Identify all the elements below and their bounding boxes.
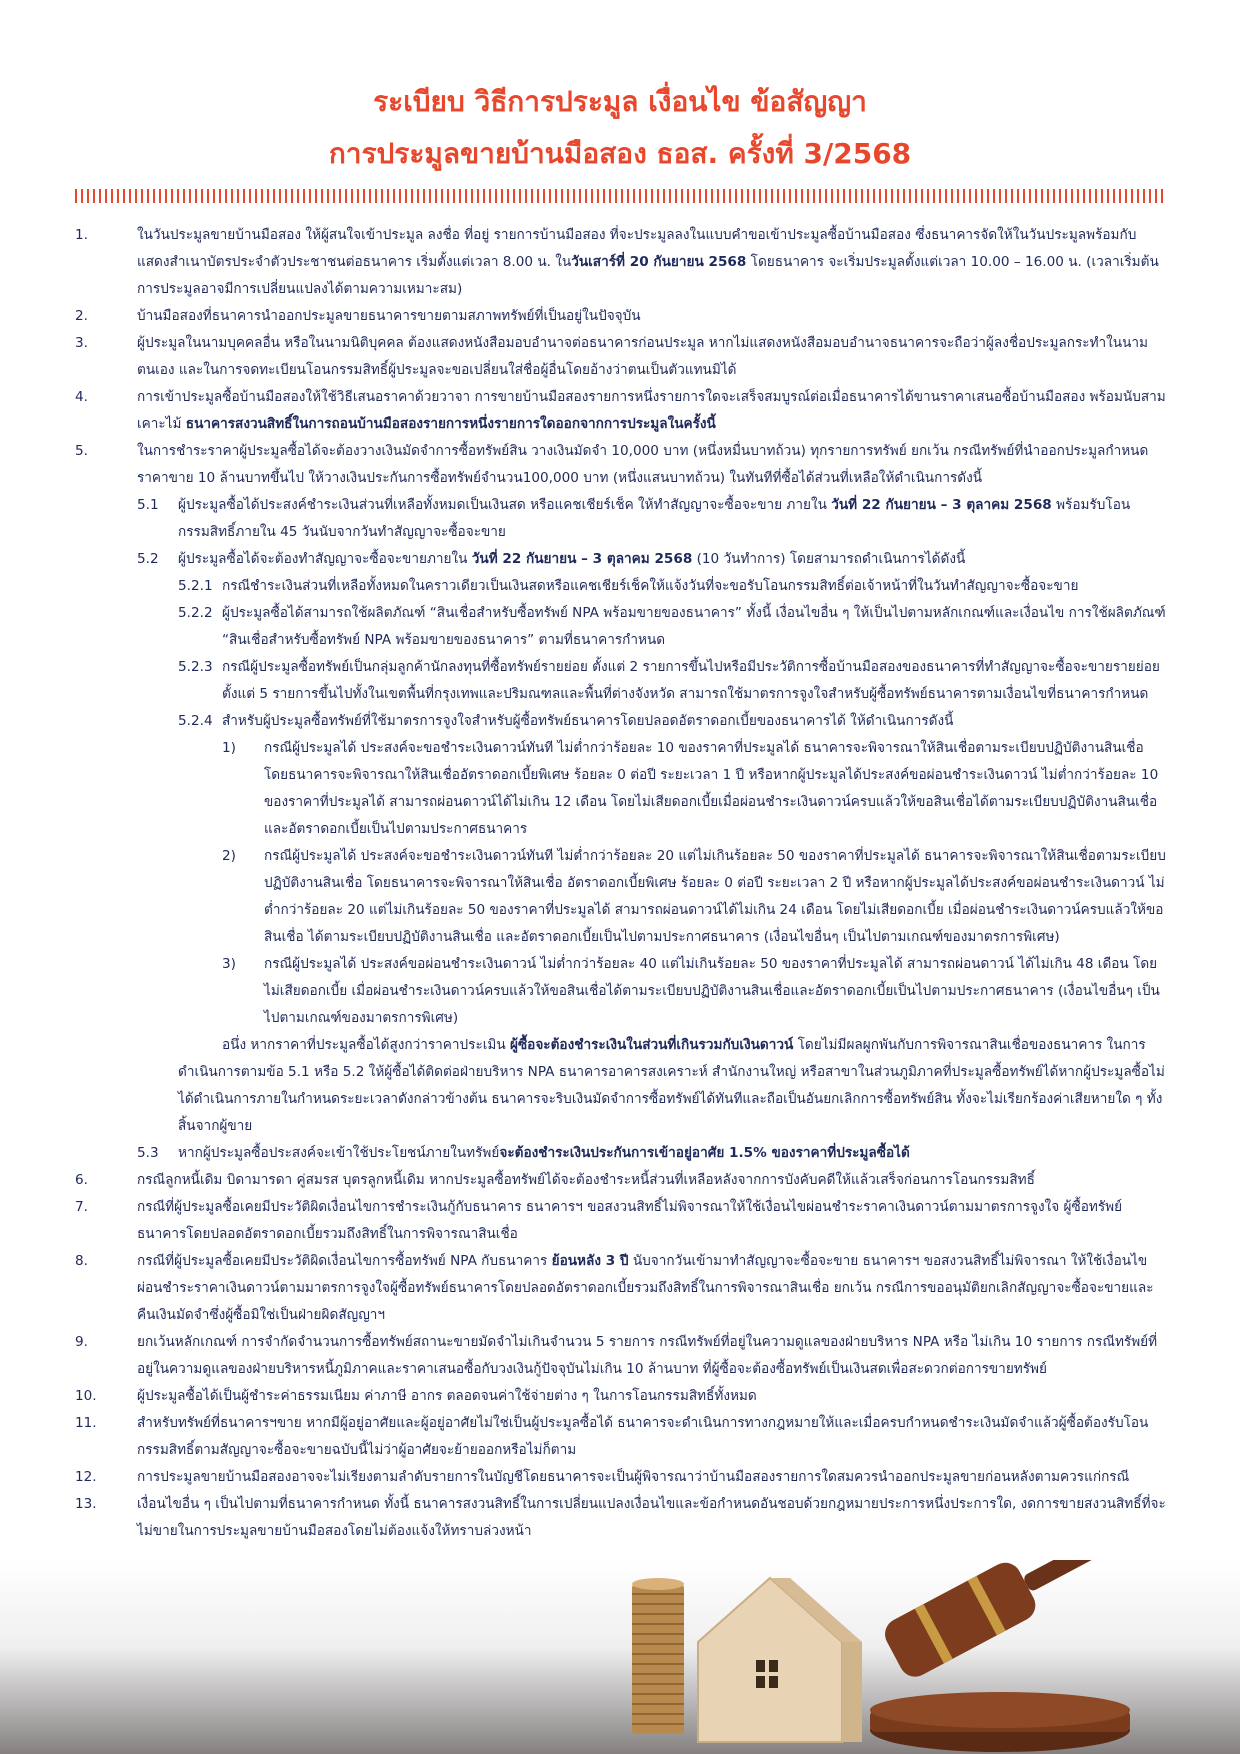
rule-text: นับจากวันเข้ามาทำสัญญาจะซื้อจะขาย ธนาคารฯ ขอสงวนสิทธิ์ไม่พิจารณา ให้ใช้เงื่อนไขผ่อนชำระราคาเงินดาวน์ตามมาตรการจูงใจผู้ซื้อทรัพย์ธนาคารโดยปลอดอัตราดอกเบี้ยรวมถึงสิทธิ์ในการพิจารณาสินเชื่อ ยกเว้น กรณีการขออนุมัติยกเลิกสัญญาจะซื้อจะขายและคืนเงินมัดจำซึ่งผู้ซื้อมิใช่เป็นฝ่ายผิดสัญญาฯ bbox=[137, 1253, 1154, 1323]
rule-emphasis: วันที่ 22 กันยายน – 3 ตุลาคม 2568 bbox=[471, 551, 693, 567]
rule-item-11 bbox=[0, 1410, 1240, 1464]
rule-emphasis: ธนาคารสงวนสิทธิ์ในการถอนบ้านมือสองรายการหนึ่งรายการใดออกจากการประมูลในครั้งนี้ bbox=[185, 416, 716, 432]
gavel-icon bbox=[870, 1560, 1209, 1752]
rule-item-8 bbox=[0, 1248, 1240, 1329]
rule-item-5-2-3 bbox=[0, 654, 1240, 708]
rule-text: ในการชำระราคาผู้ประมูลซื้อได้จะต้องวางเงินมัดจำการซื้อทรัพย์สิน วางเงินมัดจำ 10,000 บาท (หนึ่งหมื่นบาทถ้วน) ทุกรายการทรัพย์ ยกเว้น กรณีทรัพย์ที่นำออกประมูลกำหนดราคาขาย 10 ล้านบาทขึ้นไป ให้วางเงินประกันการซื้อทรัพย์จำนวน100,000 บาท (หนึ่งแสนบาทถ้วน) ในทันทีที่ซื้อได้ส่วนที่เหลือให้ดำเนินการดังนี้ bbox=[137, 443, 1149, 486]
rule-item-6 bbox=[0, 1167, 1240, 1194]
rule-emphasis: ผู้ซื้อจะต้องชำระเงินในส่วนที่เกินรวมกับเงินดาวน์ bbox=[509, 1037, 794, 1053]
rule-text: ยกเว้นหลักเกณฑ์ การจำกัดจำนวนการซื้อทรัพย์สถานะขายมัดจำไม่เกินจำนวน 5 รายการ กรณีทรัพย์ที่อยู่ในความดูแลของฝ่ายบริหาร NPA หรือ ไม่เกิน 10 รายการ กรณีทรัพย์ที่อยู่ในความดูแลของฝ่ายบริหารหนี้ภูมิภาคและราคาเสนอซื้อกับวงเงินกู้ปัจจุบันไม่เกิน 10 ล้านบาท ที่ผู้ซื้อจะต้องซื้อทรัพย์เป็นเงินสดเพื่อสะดวกต่อการขายทรัพย์ bbox=[137, 1334, 1158, 1377]
rule-item-13 bbox=[0, 1491, 1240, 1545]
rule-text: สำหรับทรัพย์ที่ธนาคารฯขาย หากมีผู้อยู่อาศัยและผู้อยู่อาศัยไม่ใช่เป็นผู้ประมูลซื้อได้ ธนาคารจะดำเนินการทางกฎหมายให้และเมื่อครบกำหนดชำระเงินมัดจำแล้วผู้ซื้อต้องรับโอนกรรมสิทธิ์ตามสัญญาจะซื้อจะขายฉบับนี้ไม่ว่าผู้อาศัยจะย้ายออกหรือไม่ก็ตาม bbox=[137, 1415, 1149, 1458]
rule-item-7 bbox=[0, 1194, 1240, 1248]
auction-illustration-graphic bbox=[0, 1560, 1240, 1754]
rule-text: สำหรับผู้ประมูลซื้อทรัพย์ที่ใช้มาตรการจูงใจสำหรับผู้ซื้อทรัพย์ธนาคารโดยปลอดอัตราดอกเบี้ยของธนาคารได้ ให้ดำเนินการดังนี้ bbox=[222, 713, 954, 729]
rule-number: 5.2.2 bbox=[178, 605, 213, 621]
rule-text: ผู้ประมูลซื้อได้ประสงค์ชำระเงินส่วนที่เหลือทั้งหมดเป็นเงินสด หรือแคชเชียร์เช็ค ให้ทำสัญญาจะซื้อจะขาย ภายใน bbox=[178, 497, 832, 513]
rule-text: หากผู้ประมูลซื้อประสงค์จะเข้าใช้ประโยชน์ภายในทรัพย์ bbox=[178, 1145, 500, 1161]
rule-text: กรณีชำระเงินส่วนที่เหลือทั้งหมดในคราวเดียวเป็นเงินสดหรือแคชเชียร์เช็คให้แจ้งวันที่จะขอรับโอนกรรมสิทธิ์ต่อเจ้าหน้าที่ในวันทำสัญญาจะซื้อจะขาย bbox=[222, 578, 1079, 594]
rule-text: กรณีผู้ประมูลซื้อทรัพย์เป็นกลุ่มลูกค้านักลงทุนที่ซื้อทรัพย์รายย่อย ตั้งแต่ 2 รายการขึ้นไปหรือมีประวัติการซื้อบ้านมือสองของธนาคารที่ทำสัญญาจะซื้อจะขายรายย่อยตั้งแต่ 5 รายการขึ้นไปทั้งในเขตพื้นที่กรุงเทพและปริมณฑลและพื้นที่ต่างจังหวัด สามารถใช้มาตรการจูงใจสำหรับผู้ซื้อทรัพย์ธนาคารตามเงื่อนไขที่ธนาคารกำหนด bbox=[222, 659, 1160, 702]
rule-subitem-3 bbox=[0, 951, 1240, 1032]
rule-number: 13. bbox=[75, 1496, 97, 1512]
rule-number: 5. bbox=[75, 443, 88, 459]
rule-subitem-2 bbox=[0, 843, 1240, 951]
rule-text: กรณีลูกหนี้เดิม บิดามารดา คู่สมรส บุตรลูกหนี้เดิม หากประมูลซื้อทรัพย์ได้จะต้องชำระหนี้ส่วนที่เหลือหลังจากการบังคับคดีให้แล้วเสร็จก่อนการโอนกรรมสิทธิ์ bbox=[137, 1172, 1035, 1188]
rule-text: โดยธนาคาร จะเริ่มประมูลตั้งแต่เวลา 10.00 – 16.00 น. (เวลาเริ่มต้นการประมูลอาจมีการเปลี่ยนแปลงได้ตามความเหมาะสม) bbox=[137, 254, 1159, 297]
rule-item-3 bbox=[0, 330, 1240, 384]
rules-list bbox=[0, 222, 1240, 1545]
rule-text: ผู้ประมูลซื้อได้เป็นผู้ชำระค่าธรรมเนียม ค่าภาษี อากร ตลอดจนค่าใช้จ่ายต่าง ๆ ในการโอนกรรมสิทธิ์ทั้งหมด bbox=[137, 1388, 757, 1404]
rule-number: 10. bbox=[75, 1388, 97, 1404]
rule-text: ผู้ประมูลซื้อได้สามารถใช้ผลิตภัณฑ์ “สินเชื่อสำหรับซื้อทรัพย์ NPA พร้อมขายของธนาคาร” ทั้งนี้ เงื่อนไขอื่น ๆ ให้เป็นไปตามหลักเกณฑ์และเงื่อนไข การใช้ผลิตภัณฑ์ “สินเชื่อสำหรับซื้อทรัพย์ NPA พร้อมขายของธนาคาร” ตามที่ธนาคารกำหนด bbox=[222, 605, 1166, 648]
rule-item-5-2 bbox=[0, 546, 1240, 573]
rule-number: 6. bbox=[75, 1172, 88, 1188]
rule-note-paragraph bbox=[0, 1032, 1240, 1140]
decorative-divider bbox=[75, 189, 1167, 203]
rule-text: อนึ่ง หากราคาที่ประมูลซื้อได้สูงกว่าราคาประเมิน bbox=[222, 1037, 510, 1053]
rule-text: กรณีที่ผู้ประมูลซื้อเคยมีประวัติผิดเงื่อนไขการซื้อทรัพย์ NPA กับธนาคาร bbox=[137, 1253, 552, 1269]
rule-item-1 bbox=[0, 222, 1240, 303]
rule-item-9 bbox=[0, 1329, 1240, 1383]
wooden-house-icon bbox=[698, 1578, 862, 1742]
rule-emphasis: วันเสาร์ที่ 20 กันยายน 2568 bbox=[571, 254, 747, 270]
rule-text: เงื่อนไขอื่น ๆ เป็นไปตามที่ธนาคารกำหนด ทั้งนี้ ธนาคารสงวนสิทธิ์ในการเปลี่ยนแปลงเงื่อนไขและข้อกำหนดอันชอบด้วยกฎหมายประการหนึ่งประการใด, งดการขายสงวนสิทธิ์ที่จะไม่ขายในการประมูลขายบ้านมือสองโดยไม่ต้องแจ้งให้ทราบล่วงหน้า bbox=[137, 1496, 1166, 1539]
rule-text: กรณีที่ผู้ประมูลซื้อเคยมีประวัติผิดเงื่อนไขการชำระเงินกู้กับธนาคาร ธนาคารฯ ขอสงวนสิทธิ์ไม่พิจารณาให้ใช้เงื่อนไขผ่อนชำระราคาเงินดาวน์ตามมาตรการจูงใจ ผู้ซื้อทรัพย์ธนาคารโดยปลอดอัตราดอกเบี้ยรวมถึงสิทธิ์ในการพิจารณาสินเชื่อ bbox=[137, 1199, 1123, 1242]
coin-stack-icon bbox=[632, 1578, 684, 1734]
rule-item-4 bbox=[0, 384, 1240, 438]
rule-item-2 bbox=[0, 303, 1240, 330]
rule-item-10 bbox=[0, 1383, 1240, 1410]
rule-number: 5.3 bbox=[137, 1145, 159, 1161]
rule-text: บ้านมือสองที่ธนาคารนำออกประมูลขายธนาคารขายตามสภาพทรัพย์ที่เป็นอยู่ในปัจจุบัน bbox=[137, 308, 641, 324]
rule-text: กรณีผู้ประมูลได้ ประสงค์ขอผ่อนชำระเงินดาวน์ ไม่ต่ำกว่าร้อยละ 40 แต่ไม่เกินร้อยละ 50 ของราคาที่ประมูลได้ สามารถผ่อนดาวน์ ได้ไม่เกิน 48 เดือน โดยไม่เสียดอกเบี้ย เมื่อผ่อนชำระเงินดาวน์ครบแล้วให้ขอสินเชื่อได้ตามระเบียบปฏิบัติงานสินเชื่อและอัตราดอกเบี้ยเป็นไปตามประกาศธนาคาร (เงื่อนไขอื่นๆ เป็นไปตามเกณฑ์ของมาตรการพิเศษ) bbox=[264, 956, 1160, 1026]
rule-text: ผู้ประมูลในนามบุคคลอื่น หรือในนามนิติบุคคล ต้องแสดงหนังสือมอบอำนาจต่อธนาคารก่อนประมูล หากไม่แสดงหนังสือมอบอำนาจธนาคารจะถือว่าผู้ลงชื่อประมูลกระทำในนามตนเอง และในการจดทะเบียนโอนกรรมสิทธิ์ผู้ประมูลจะขอเปลี่ยนใส่ชื่อผู้อื่นโดยอ้างว่าตนเป็นตัวแทนมิได้ bbox=[137, 335, 1148, 378]
rule-text: ผู้ประมูลซื้อได้จะต้องทำสัญญาจะซื้อจะขายภายใน bbox=[178, 551, 472, 567]
rule-text: กรณีผู้ประมูลได้ ประสงค์จะขอชำระเงินดาวน์ทันที ไม่ต่ำกว่าร้อยละ 20 แต่ไม่เกินร้อยละ 50 ของราคาที่ประมูลได้ ธนาคารจะพิจารณาให้สินเชื่อตามระเบียบปฏิบัติงานสินเชื่อ โดยธนาคารจะพิจารณาให้สินเชื่อ อัตราดอกเบี้ยพิเศษ ร้อยละ 0 ต่อปี ระยะเวลา 2 ปี หรือหากผู้ประมูลได้ประสงค์ขอผ่อนชำระเงินดาวน์ ไม่ต่ำกว่าร้อยละ 20 แต่ไม่เกินร้อยละ 50 ของราคาที่ประมูลได้ สามารถผ่อนดาวน์ได้ไม่เกิน 24 เดือน โดยไม่เสียดอกเบี้ย เมื่อผ่อนชำระเงินดาวน์ครบแล้วให้ขอสินเชื่อ ได้ตามระเบียบปฏิบัติงานสินเชื่อ และอัตราดอกเบี้ยเป็นไปตามประกาศธนาคาร (เงื่อนไขอื่นๆ เป็นไปตามเกณฑ์ของมาตรการพิเศษ) bbox=[264, 848, 1166, 945]
rule-number: 3) bbox=[222, 956, 236, 972]
rule-emphasis: จะต้องชำระเงินประกันการเข้าอยู่อาศัย 1.5% ของราคาที่ประมูลซื้อได้ bbox=[499, 1145, 910, 1161]
rule-number: 5.1 bbox=[137, 497, 159, 513]
rule-number: 5.2.3 bbox=[178, 659, 213, 675]
rule-item-5-3 bbox=[0, 1140, 1240, 1167]
rule-text: การประมูลขายบ้านมือสองอาจจะไม่เรียงตามลำดับรายการในบัญชีโดยธนาคารจะเป็นผู้พิจารณาว่าบ้านมือสองรายการใดสมควรนำออกประมูลขายก่อนหลังตามควรแก่กรณี bbox=[137, 1469, 1130, 1485]
rule-item-12 bbox=[0, 1464, 1240, 1491]
rule-item-5-2-1 bbox=[0, 573, 1240, 600]
rule-number: 4. bbox=[75, 389, 88, 405]
rule-number: 9. bbox=[75, 1334, 88, 1350]
rule-text: กรณีผู้ประมูลได้ ประสงค์จะขอชำระเงินดาวน์ทันที ไม่ต่ำกว่าร้อยละ 10 ของราคาที่ประมูลได้ ธนาคารจะพิจารณาให้สินเชื่อตามระเบียบปฏิบัติงานสินเชื่อ โดยธนาคารจะพิจารณาให้สินเชื่ออัตราดอกเบี้ยพิเศษ ร้อยละ 0 ต่อปี ระยะเวลา 1 ปี หรือหากผู้ประมูลได้ประสงค์ขอผ่อนชำระเงินดาวน์ ไม่ต่ำกว่าร้อยละ 10 ของราคาที่ประมูลได้ สามารถผ่อนดาวน์ได้ไม่เกิน 12 เดือน โดยไม่เสียดอกเบี้ยเมื่อผ่อนชำระเงินดาวน์ครบแล้วให้ขอสินเชื่อได้ตามระเบียบปฏิบัติงานสินเชื่อและอัตราดอกเบี้ยเป็นไปตามประกาศธนาคาร bbox=[264, 740, 1159, 837]
rule-subitem-1 bbox=[0, 735, 1240, 843]
document-subtitle: การประมูลขายบ้านมือสอง ธอส. ครั้งที่ 3/2568 bbox=[328, 137, 912, 170]
rule-number: 5.2 bbox=[137, 551, 159, 567]
rule-emphasis: ย้อนหลัง 3 ปี bbox=[551, 1253, 629, 1269]
rule-number: 2) bbox=[222, 848, 236, 864]
document-title: ระเบียบ วิธีการประมูล เงื่อนไข ข้อสัญญา bbox=[373, 85, 867, 118]
rule-number: 7. bbox=[75, 1199, 88, 1215]
auction-illustration bbox=[0, 1560, 1240, 1754]
rule-item-5-1 bbox=[0, 492, 1240, 546]
rule-item-5-2-2 bbox=[0, 600, 1240, 654]
rule-number: 12. bbox=[75, 1469, 97, 1485]
rule-number: 2. bbox=[75, 308, 88, 324]
rule-number: 3. bbox=[75, 335, 88, 351]
rule-text: ในวันประมูลขายบ้านมือสอง ให้ผู้สนใจเข้าประมูล ลงชื่อ ที่อยู่ รายการบ้านมือสอง ที่จะประมูลลงในแบบคำขอเข้าประมูลซื้อบ้านมือสอง ซึ่งธนาคารจัดให้ในวันประมูลพร้อมกับแสดงสำเนาบัตรประจำตัวประชาชนต่อธนาคาร เริ่มตั้งแต่เวลา 8.00 น. ใน bbox=[137, 227, 1137, 270]
rule-number: 5.2.1 bbox=[178, 578, 213, 594]
rule-number: 8. bbox=[75, 1253, 88, 1269]
rule-item-5 bbox=[0, 438, 1240, 492]
rule-number: 1) bbox=[222, 740, 236, 756]
rule-text: พร้อมรับโอนกรรมสิทธิ์ภายใน 45 วันนับจากวันทำสัญญาจะซื้อจะขาย bbox=[178, 497, 1131, 540]
rule-emphasis: วันที่ 22 กันยายน – 3 ตุลาคม 2568 bbox=[831, 497, 1052, 513]
rule-text: (10 วันทำการ) โดยสามารถดำเนินการได้ดังนี้ bbox=[692, 551, 966, 567]
rule-text: โดยไม่มีผลผูกพันกับการพิจารณาสินเชื่อของธนาคาร ในการดำเนินการตามข้อ 5.1 หรือ 5.2 ให้ผู้ซื้อได้ติดต่อฝ่ายบริหาร NPA ธนาคารอาคารสงเคราะห์ สำนักงานใหญ่ หรือสาขาในส่วนภูมิภาคที่ประมูลซื้อทรัพย์ได้หากผู้ประมูลซื้อไม่ได้ดำเนินการภายในกำหนดระยะเวลาดังกล่าวข้างต้น ธนาคารจะริบเงินมัดจำการซื้อทรัพย์ได้ทันทีและถือเป็นอันยกเลิกการซื้อทรัพย์สิน ทั้งจะไม่เรียกร้องค่าเสียหายใด ๆ ทั้งสิ้นจากผู้ขาย bbox=[178, 1037, 1165, 1134]
rule-text: การเข้าประมูลซื้อบ้านมือสองให้ใช้วิธีเสนอราคาด้วยวาจา การขายบ้านมือสองรายการหนึ่งรายการใดจะเสร็จสมบูรณ์ต่อเมื่อธนาคารได้ขานราคาเสนอซื้อบ้านมือสอง พร้อมนับสามเคาะไม้ bbox=[137, 389, 1166, 432]
rule-number: 5.2.4 bbox=[178, 713, 213, 729]
rule-number: 1. bbox=[75, 227, 88, 243]
rule-item-5-2-4 bbox=[0, 708, 1240, 735]
rule-number: 11. bbox=[75, 1415, 97, 1431]
